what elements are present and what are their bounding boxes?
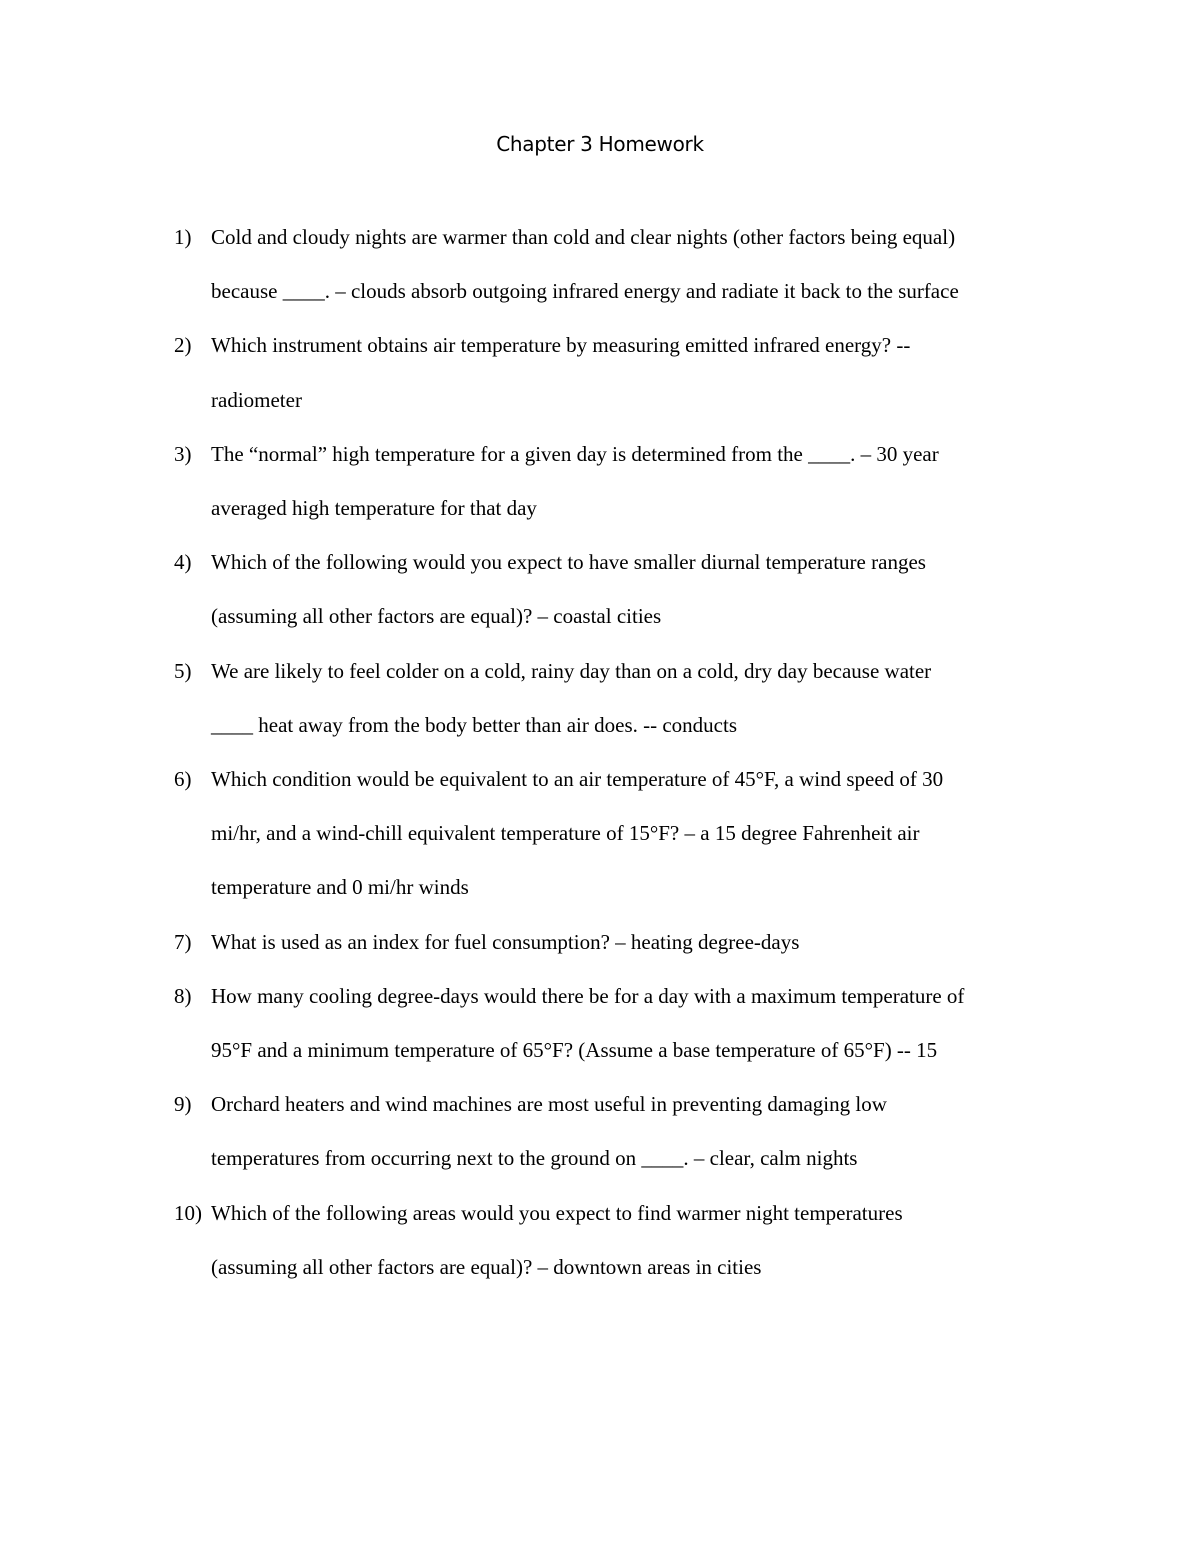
item-line: Cold and cloudy nights are warmer than cold and clear nights (other factors being equal) xyxy=(211,225,956,249)
list-item xyxy=(174,1077,1074,1185)
item-line: Which instrument obtains air temperature by measuring emitted infrared energy? -- xyxy=(211,333,911,358)
item-line: Which condition would be equivalent to an air temperature of 45°F, a wind speed of 30 xyxy=(211,767,944,792)
list-item xyxy=(174,752,1074,915)
item-text xyxy=(211,427,1074,535)
item-number: 2) xyxy=(174,333,192,358)
item-line: Which of the following would you expect to have smaller diurnal temperature ranges xyxy=(211,550,926,575)
item-number: 9) xyxy=(174,1092,192,1117)
list-item xyxy=(174,318,1074,426)
list-item xyxy=(174,427,1074,535)
item-number: 4) xyxy=(174,550,192,575)
item-text xyxy=(211,969,1074,1077)
item-line: temperatures from occurring next to the ground on ____. – clear, calm nights xyxy=(211,1146,858,1171)
item-text xyxy=(211,644,1074,752)
list-item xyxy=(174,915,1074,969)
item-line: How many cooling degree-days would there be for a day with a maximum temperature of xyxy=(211,983,965,1008)
document-title: Chapter 3 Homework xyxy=(496,132,704,156)
item-line: temperature and 0 mi/hr winds xyxy=(211,875,469,900)
item-line: 95°F and a minimum temperature of 65°F? (Assume a base temperature of 65°F) -- 15 xyxy=(211,1038,938,1063)
item-number: 10) xyxy=(174,1200,202,1225)
item-text xyxy=(211,1077,1074,1185)
item-line: averaged high temperature for that day xyxy=(211,496,537,521)
item-line: Orchard heaters and wind machines are most useful in preventing damaging low xyxy=(211,1092,887,1117)
item-text xyxy=(211,1186,1074,1294)
item-number: 1) xyxy=(174,225,192,249)
item-line: because ____. – clouds absorb outgoing infrared energy and radiate it back to the surface xyxy=(211,279,959,304)
item-line: Which of the following areas would you expect to find warmer night temperatures xyxy=(211,1200,903,1225)
item-line: The “normal” high temperature for a given day is determined from the ____. – 30 year xyxy=(211,441,939,466)
item-text xyxy=(211,318,1074,426)
item-line: radiometer xyxy=(211,387,302,412)
item-text xyxy=(211,210,1074,318)
item-line: (assuming all other factors are equal)? – downtown areas in cities xyxy=(211,1254,762,1279)
item-number: 5) xyxy=(174,658,192,683)
item-text xyxy=(211,915,1074,969)
item-number: 8) xyxy=(174,983,192,1008)
item-text xyxy=(211,535,1074,643)
list-item xyxy=(174,1186,1074,1294)
item-number: 7) xyxy=(174,929,192,954)
item-number: 6) xyxy=(174,767,192,792)
item-line: ____ heat away from the body better than air does. -- conducts xyxy=(211,712,737,737)
list-item xyxy=(174,210,1074,318)
item-line: What is used as an index for fuel consumption? – heating degree-days xyxy=(211,929,800,954)
item-line: mi/hr, and a wind-chill equivalent temperature of 15°F? – a 15 degree Fahrenheit air xyxy=(211,821,920,846)
item-line: We are likely to feel colder on a cold, rainy day than on a cold, dry day because water xyxy=(211,658,932,683)
item-line: (assuming all other factors are equal)? – coastal cities xyxy=(211,604,662,629)
item-text xyxy=(211,752,1074,915)
list-item xyxy=(174,535,1074,643)
question-list xyxy=(174,210,1074,1294)
list-item xyxy=(174,969,1074,1077)
item-number: 3) xyxy=(174,441,192,466)
list-item xyxy=(174,644,1074,752)
